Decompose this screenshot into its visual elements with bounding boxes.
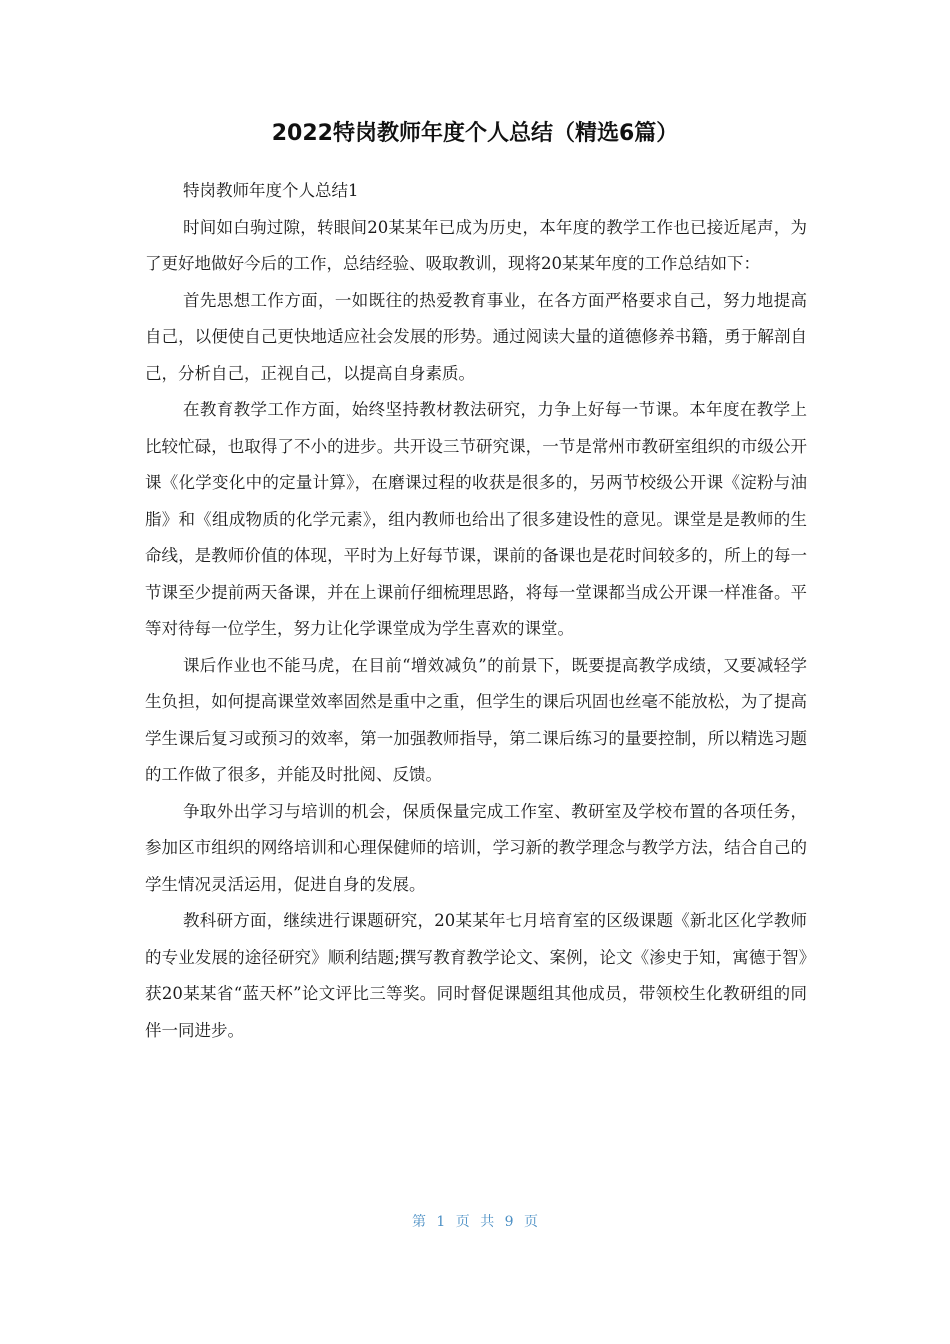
page-number-footer: 第 1 页 共 9 页 bbox=[411, 1214, 539, 1230]
section-heading: 特岗教师年度个人总结1 bbox=[182, 181, 359, 200]
paragraph: 首先思想工作方面，一如既往的热爱教育事业，在各方面严格要求自己，努力地提高自己，以便使自己更快地适应社会发展的形势。通过阅读大量的道德修养书籍，勇于解剖自己，分析自己，正视自己，以提高自身素质。 bbox=[145, 290, 807, 383]
paragraph: 在教育教学工作方面，始终坚持教材教法研究，力争上好每一节课。本年度在教学上比较忙碌，也取得了不小的进步。共开设三节研究课，一节是常州市教研室组织的市级公开课《化学变化中的定量计算》，在磨课过程的收获是很多的，另两节校级公开课《淀粉与油脂》和《组成物质的化学元素》，组内教师也给出了很多建设性的意见。课堂是是教师的生命线，是教师价值的体现，平时为上好每节课，课前的备课也是花时间较多的，所上的每一节课至少提前两天备课，并在上课前仔细梳理思路，将每一堂课都当成公开课一样准备。平等对待每一位学生，努力让化学课堂成为学生喜欢的课堂。 bbox=[145, 400, 807, 638]
paragraph: 时间如白驹过隙，转眼间20某某年已成为历史，本年度的教学工作也已接近尾声，为了更好地做好今后的工作，总结经验、吸取教训，现将20某某年度的工作总结如下： bbox=[145, 217, 807, 273]
document-body bbox=[145, 173, 807, 1049]
paragraph: 课后作业也不能马虎，在目前“增效减负”的前景下，既要提高教学成绩，又要减轻学生负担，如何提高课堂效率固然是重中之重，但学生的课后巩固也丝毫不能放松，为了提高学生课后复习或预习的效率，第一加强教师指导，第二课后练习的量要控制，所以精选习题的工作做了很多，并能及时批阅、反馈。 bbox=[145, 655, 807, 784]
paragraph: 争取外出学习与培训的机会，保质保量完成工作室、教研室及学校布置的各项任务，参加区市组织的网络培训和心理保健师的培训，学习新的教学理念与教学方法，结合自己的学生情况灵活运用，促进自身的发展。 bbox=[145, 801, 807, 894]
document-title: 2022特岗教师年度个人总结（精选6篇） bbox=[271, 121, 679, 146]
paragraph: 教科研方面，继续进行课题研究，20某某年七月培育室的区级课题《新北区化学教师的专业发展的途径研究》顺利结题;撰写教育教学论文、案例，论文《渗史于知，寓德于智》获20某某省“蓝天杯”论文评比三等奖。同时督促课题组其他成员，带领校生化教研组的同伴一同进步。 bbox=[145, 911, 807, 1040]
